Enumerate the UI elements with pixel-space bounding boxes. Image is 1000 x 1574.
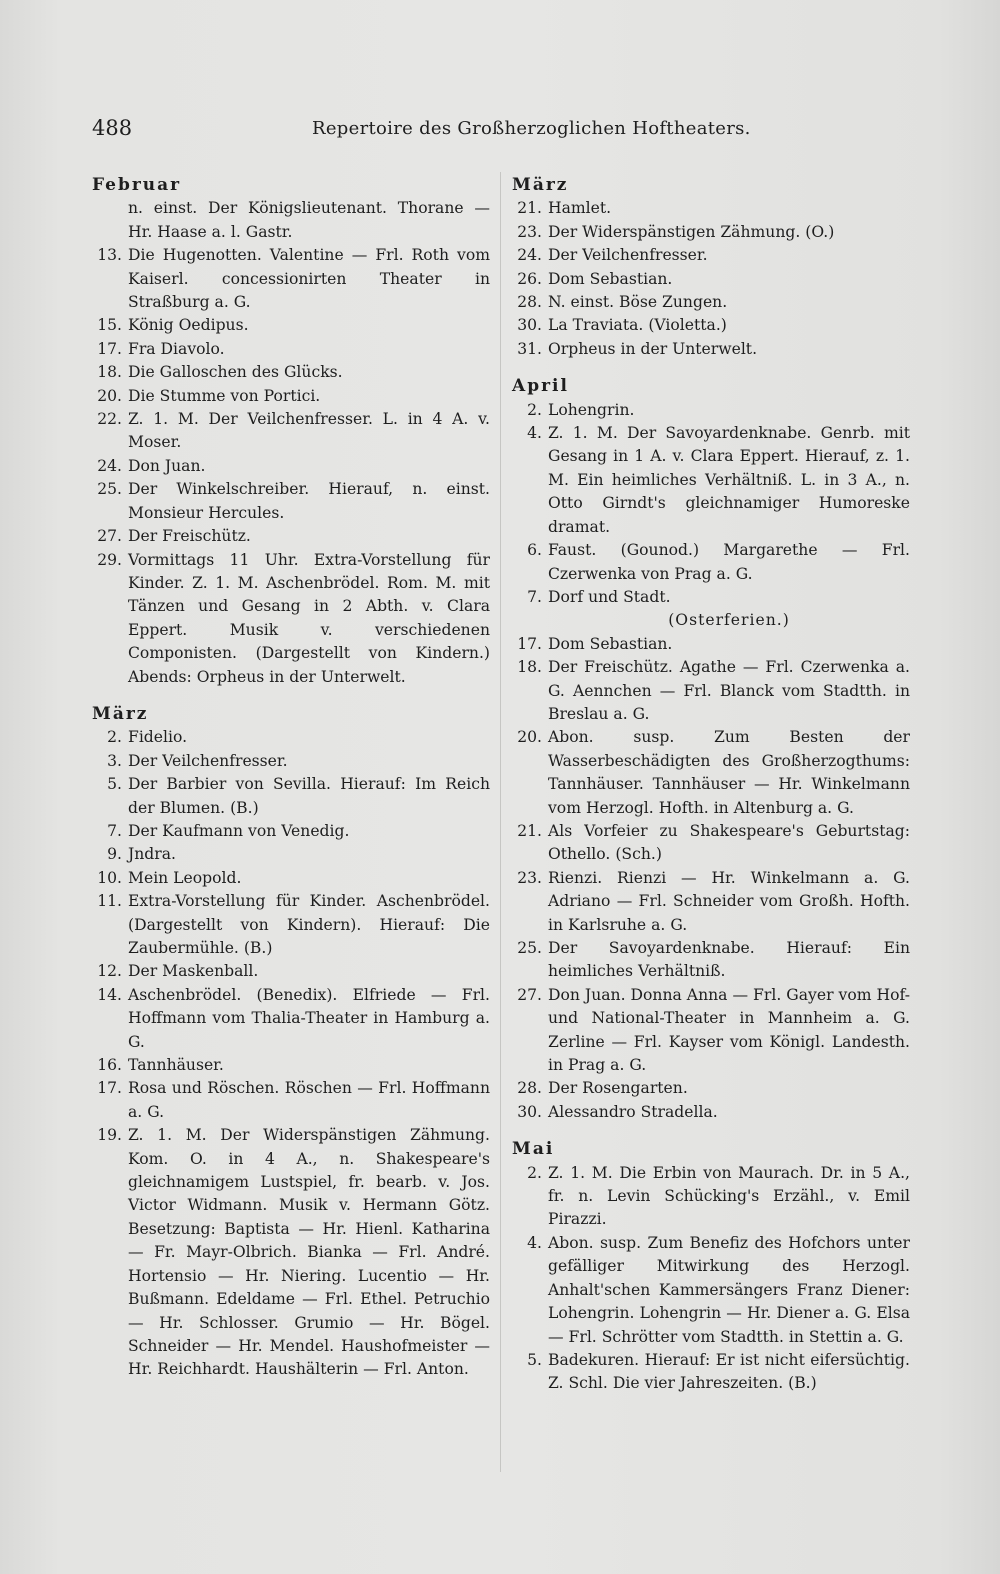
repertoire-entry xyxy=(512,633,910,656)
entry-date: 13. xyxy=(97,246,122,265)
repertoire-entry xyxy=(512,1162,910,1232)
section-spacer xyxy=(92,689,490,699)
entry-text: Hamlet. xyxy=(548,199,612,218)
entry-date: 20. xyxy=(97,386,122,405)
entry-date: 5. xyxy=(527,1350,542,1369)
entry-date: 25. xyxy=(517,939,542,957)
entry-date: 27. xyxy=(97,527,122,546)
entry-text: Don Juan. xyxy=(128,456,206,475)
entry-text: Lohengrin. xyxy=(548,400,635,419)
page-number: 488 xyxy=(92,116,133,140)
entry-date: 18. xyxy=(97,363,122,382)
entry-date: 7. xyxy=(107,821,122,840)
entry-date: 3. xyxy=(107,751,122,770)
entry-text: Faust. (Gounod.) Margarethe — Frl. Czerwenka von Prag a. G. xyxy=(548,541,910,583)
month-heading: März xyxy=(92,703,149,724)
repertoire-entry xyxy=(92,385,490,408)
repertoire-entry xyxy=(512,1077,910,1100)
entry-date: 2. xyxy=(527,1163,542,1182)
repertoire-entry xyxy=(92,1054,490,1077)
month-heading: März xyxy=(512,175,569,195)
repertoire-entry xyxy=(92,549,490,689)
entry-text: Der Maskenball. xyxy=(128,962,259,981)
entry-text: Der Winkelschreiber. Hierauf, n. einst. Monsieur Hercules. xyxy=(128,480,490,522)
repertoire-entry xyxy=(92,867,490,890)
repertoire-entry xyxy=(512,197,910,220)
repertoire-entry xyxy=(92,314,490,337)
entry-date: 21. xyxy=(517,821,542,840)
entry-date: 12. xyxy=(97,962,122,981)
entry-date: 26. xyxy=(517,269,542,288)
repertoire-entry xyxy=(512,726,910,820)
entry-text: Abon. susp. Zum Benefiz des Hofchors unter gefälliger Mitwirkung des Herzogl. Anhalt'schen Kammersängers Franz Diener: Lohengrin. Lohengrin — Hr. Diener a. G. Elsa — Frl. Schrötter vom Stadtth. in Stettin a. G. xyxy=(548,1233,910,1346)
entry-text: Der Barbier von Sevilla. Hierauf: Im Reich der Blumen. (B.) xyxy=(128,775,490,817)
entry-text: Der Widerspänstigen Zähmung. (O.) xyxy=(548,222,835,241)
repertoire-entry xyxy=(512,656,910,726)
repertoire-entry xyxy=(92,726,490,749)
repertoire-entry xyxy=(92,820,490,843)
entry-date: 11. xyxy=(97,892,122,911)
entry-text: Der Savoyardenknabe. Hierauf: Ein heimliches Verhältniß. xyxy=(548,939,910,981)
repertoire-entry xyxy=(92,1124,490,1381)
entry-date: 30. xyxy=(517,316,542,335)
repertoire-entry xyxy=(92,338,490,361)
repertoire-entry xyxy=(92,525,490,548)
repertoire-entry xyxy=(92,773,490,820)
entry-date: 7. xyxy=(527,587,542,606)
repertoire-entry xyxy=(92,455,490,478)
section-note: (Osterferien.) xyxy=(668,611,790,630)
entry-date: 14. xyxy=(97,985,122,1004)
entry-text: Der Veilchenfresser. xyxy=(548,246,708,265)
entry-date: 4. xyxy=(527,424,542,443)
entry-text: Als Vorfeier zu Shakespeare's Geburtstag: Othello. (Sch.) xyxy=(548,821,910,864)
repertoire-entry xyxy=(92,478,490,525)
entry-text: Dom Sebastian. xyxy=(548,269,673,288)
entry-date: 17. xyxy=(97,339,122,358)
entry-text: Aschenbrödel. (Benedix). Elfriede — Frl. Hoffmann vom Thalia-Theater in Hamburg a. G. xyxy=(128,985,490,1051)
repertoire-entry xyxy=(512,1349,910,1396)
entry-text: Der Kaufmann von Venedig. xyxy=(128,821,350,840)
repertoire-entry xyxy=(512,820,910,867)
left-column xyxy=(92,170,490,1382)
entry-date: 21. xyxy=(517,199,542,218)
entry-date: 18. xyxy=(517,658,542,677)
entry-text: Z. 1. M. Der Savoyardenknabe. Genrb. mit Gesang in 1 A. v. Clara Eppert. Hierauf, z. 1. M. Ein heimliches Verhältniß. L. in 3 A., n. Otto Girndt's gleichnamiger Humoreske dramat. xyxy=(548,424,910,536)
month-heading: April xyxy=(512,376,569,397)
entry-text: Jndra. xyxy=(128,845,176,864)
entry-text: Mein Leopold. xyxy=(128,868,242,887)
entry-date: 25. xyxy=(97,480,122,499)
repertoire-entry xyxy=(512,268,910,291)
entry-text: Fidelio. xyxy=(128,728,188,747)
entry-date: 15. xyxy=(97,316,122,335)
entry-text: Alessandro Stradella. xyxy=(548,1102,718,1121)
repertoire-entry xyxy=(512,221,910,244)
entry-text: Die Hugenotten. Valentine — Frl. Roth vom Kaiserl. concessionirten Theater in Straßburg a. G. xyxy=(128,246,490,312)
column-divider xyxy=(500,172,501,1472)
entry-text: Z. 1. M. Die Erbin von Maurach. Dr. in 5 A., fr. n. Levin Schücking's Erzähl., v. Emil Pirazzi. xyxy=(548,1163,910,1229)
entry-date: 17. xyxy=(97,1079,122,1098)
entry-text: Tannhäuser. xyxy=(128,1056,224,1075)
entry-text: Der Veilchenfresser. xyxy=(128,751,288,770)
entry-text: König Oedipus. xyxy=(128,316,249,335)
entry-date: 24. xyxy=(97,456,122,475)
entry-text: Fra Diavolo. xyxy=(128,339,225,358)
page-header xyxy=(92,116,902,148)
entry-date: 2. xyxy=(527,400,542,419)
entry-text: Z. 1. M. Der Veilchenfresser. L. in 4 A. v. Moser. xyxy=(128,410,490,452)
entry-text: Extra-Vorstellung für Kinder. Aschenbrödel. (Dargestellt von Kindern). Hierauf: Die Zaubermühle. (B.) xyxy=(128,892,490,957)
repertoire-entry xyxy=(92,244,490,314)
repertoire-entry xyxy=(512,314,910,337)
repertoire-entry xyxy=(512,422,910,539)
entry-date: 9. xyxy=(107,845,122,864)
entry-text: Z. 1. M. Der Widerspänstigen Zähmung. Kom. O. in 4 A., n. Shakespeare's gleichnamigem Lustspiel, fr. bearb. v. Jos. Victor Widmann. Musik v. Hermann Götz. Besetzung: Baptista — Hr. Hienl. Katharina — Fr. Mayr-Olbrich. Bianka — Frl. André. Hortensio — Hr. Niering. Lucentio — Hr. Bußmann. Edeldame — Frl. Ethel. Petruchio — Hr. Schlosser. Grumio — Hr. Bögel. Schneider — Hr. Mendel. Haushofmeister — Hr. Reichhardt. Haushälterin — Frl. Anton. xyxy=(128,1126,490,1379)
section-spacer xyxy=(512,1124,910,1134)
repertoire-entry xyxy=(92,1077,490,1124)
right-column xyxy=(512,170,910,1396)
repertoire-entry xyxy=(512,984,910,1078)
repertoire-entry xyxy=(512,244,910,267)
entry-date: 23. xyxy=(517,222,542,241)
repertoire-entry xyxy=(92,984,490,1054)
month-heading: Mai xyxy=(512,1139,555,1160)
entry-date: 28. xyxy=(517,1079,542,1098)
entry-text: Rosa und Röschen. Röschen — Frl. Hoffmann a. G. xyxy=(128,1079,490,1121)
entry-text: Vormittags 11 Uhr. Extra-Vorstellung für Kinder. Z. 1. M. Aschenbrödel. Rom. M. mit Tänzen und Gesang in 2 Abth. v. Clara Eppert. Musik v. verschiedenen Componisten. (Dargestellt von Kindern.) Abends: Orpheus in der Unterwelt. xyxy=(128,550,490,686)
entry-text: n. einst. Der Königslieutenant. Thorane — Hr. Haase a. l. Gastr. xyxy=(128,199,490,241)
entry-text: N. einst. Böse Zungen. xyxy=(548,293,728,312)
entry-text: Die Stumme von Portici. xyxy=(128,386,321,405)
repertoire-entry xyxy=(512,937,910,984)
repertoire-entry xyxy=(512,338,910,361)
entry-date: 5. xyxy=(107,775,122,794)
entry-date: 6. xyxy=(527,541,542,560)
repertoire-entry xyxy=(92,750,490,773)
entry-text: Die Galloschen des Glücks. xyxy=(128,363,343,382)
entry-text: Der Freischütz. xyxy=(128,527,251,546)
entry-date: 20. xyxy=(517,728,542,747)
repertoire-entry xyxy=(92,843,490,866)
section-spacer xyxy=(512,361,910,371)
repertoire-entry xyxy=(512,586,910,609)
entry-text: Dom Sebastian. xyxy=(548,634,673,653)
entry-text: Der Rosengarten. xyxy=(548,1079,688,1098)
repertoire-entry xyxy=(512,291,910,314)
month-heading: Februar xyxy=(92,175,182,195)
repertoire-entry xyxy=(92,408,490,455)
repertoire-entry xyxy=(92,361,490,384)
entry-date: 30. xyxy=(517,1102,542,1121)
entry-text: Dorf und Stadt. xyxy=(548,587,671,606)
entry-date: 16. xyxy=(97,1056,122,1075)
entry-text: Orpheus in der Unterwelt. xyxy=(548,339,758,358)
entry-date: 22. xyxy=(97,410,122,429)
repertoire-entry xyxy=(512,399,910,422)
entry-date: 24. xyxy=(517,246,542,265)
entry-text: Rienzi. Rienzi — Hr. Winkelmann a. G. Adriano — Frl. Schneider vom Großh. Hofth. in Karlsruhe a. G. xyxy=(548,868,910,934)
repertoire-entry xyxy=(512,867,910,937)
entry-text: Der Freischütz. Agathe — Frl. Czerwenka a. G. Aennchen — Frl. Blanck vom Stadtth. in Breslau a. G. xyxy=(548,658,910,723)
entry-date: 10. xyxy=(97,868,122,887)
repertoire-entry xyxy=(92,197,490,244)
entry-date: 23. xyxy=(517,868,542,887)
repertoire-entry xyxy=(92,890,490,960)
repertoire-entry xyxy=(512,539,910,586)
entry-text: Badekuren. Hierauf: Er ist nicht eifersüchtig. Z. Schl. Die vier Jahreszeiten. (B.) xyxy=(548,1350,910,1393)
entry-text: Don Juan. Donna Anna — Frl. Gayer vom Hof- und National-Theater in Mannheim a. G. Zerline — Frl. Kayser vom Königl. Landesth. in Prag a. G. xyxy=(548,985,910,1075)
entry-date: 27. xyxy=(517,985,542,1004)
entry-date: 17. xyxy=(517,634,542,653)
entry-date: 19. xyxy=(97,1126,122,1145)
entry-date: 4. xyxy=(527,1233,542,1252)
entry-date: 31. xyxy=(517,339,542,358)
entry-date: 2. xyxy=(107,728,122,747)
entry-date: 28. xyxy=(517,293,542,312)
repertoire-entry xyxy=(512,1232,910,1349)
running-title: Repertoire des Großherzoglichen Hoftheaters. xyxy=(312,118,751,139)
repertoire-entry xyxy=(92,960,490,983)
entry-text: Abon. susp. Zum Besten der Wasserbeschädigten des Großherzogthums: Tannhäuser. Tannhäuser — Hr. Winkelmann vom Herzogl. Hofth. in Altenburg a. G. xyxy=(548,728,910,817)
repertoire-entry xyxy=(512,1101,910,1124)
entry-text: La Traviata. (Violetta.) xyxy=(548,316,727,335)
entry-date: 29. xyxy=(97,550,122,569)
